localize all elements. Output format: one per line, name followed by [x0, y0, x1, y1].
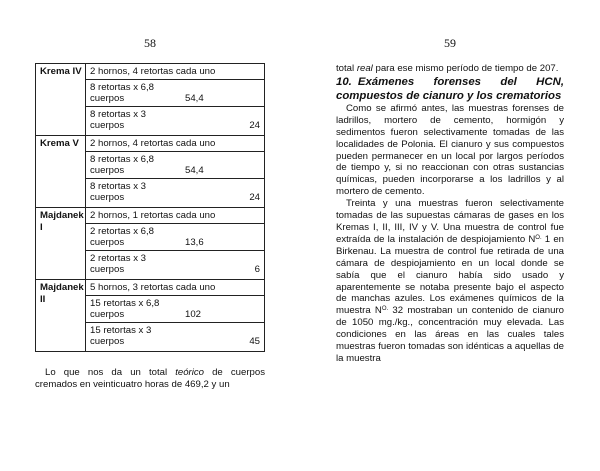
retorts-line: 2 retortas x 6,8: [90, 225, 154, 237]
bodies-label: cuerpos: [90, 120, 125, 132]
total-paragraph: Lo que nos da un total teórico de cuerpos cremados en veinticuatro horas de 469,2 y un: [35, 367, 265, 390]
bodies-label: cuerpos: [90, 192, 125, 204]
real-value: 24: [249, 120, 260, 132]
real-value: 6: [254, 264, 260, 276]
row-divider: [86, 250, 264, 251]
retorts-line: 8 retortas x 3: [90, 108, 146, 120]
row-body: [86, 136, 264, 207]
row-label: Krema IV: [36, 64, 86, 135]
row-body: [86, 208, 264, 279]
row-label: Majdanek II: [36, 280, 86, 351]
crematoria-table: [35, 63, 265, 352]
row-divider: [86, 178, 264, 179]
table-row: [36, 207, 264, 279]
paragraph-samples: Como se afirmó antes, las muestras forenses de ladrillos, mortero de cemento, hormigón y sedimentos fueron selectivamente tomadas de las localidades de Polonia. El cianuro y sus compuestos pueden permanecer en un local por largos períodos de tiempo y, si no reaccionan con otras sustancias químicas, pueden incorporarse a los ladrillos y al mortero de cemento.: [336, 102, 564, 198]
ovens-line: 5 hornos, 3 retortas cada uno: [90, 281, 216, 293]
section-heading: [336, 75, 564, 103]
ovens-line: 2 hornos, 4 retortas cada uno: [90, 66, 216, 77]
paragraph-control-sample: Treinta y una muestras fueron selectivamente tomadas de las supuestas cámaras de gases en los Kremas I, II, III, IV y V. Una muestra de control fue extraída de la instalación de despiojamiento $N^{O.}$ 1 en Birkenau. La muestra de control fue retirada de una cámara de despiojamiento en un local donde se sabía que el cianuro había sido usado y aparentemente se notaba presente bajo el aspecto de manchas azules. Los exámenes químicos de la muestra $N^{O.}$ 32 mostraban un contenido de cianuro de 1050 mg./kg., concentración muy elevada. Las condiciones en las áreas en las cuales tales muestras fueron tomadas son idénticas a aquellas de la muestra: [336, 198, 565, 364]
row-divider: [86, 322, 264, 323]
theoretical-value: 54,4: [185, 165, 204, 177]
row-body: [86, 64, 264, 135]
row-label: Krema V: [36, 136, 86, 207]
row-label: Majdanek I: [36, 208, 86, 279]
row-body: [86, 280, 264, 351]
right-body-text: [336, 63, 564, 365]
ovens-line: 2 hornos, 1 retortas cada uno: [90, 209, 216, 221]
bodies-label: cuerpos: [90, 93, 125, 105]
bodies-label: cuerpos: [90, 336, 125, 348]
intro-paragraph: total real para ese mismo período de tiempo de 207.: [336, 63, 559, 74]
table-row: [36, 279, 264, 351]
right-page: [300, 0, 600, 471]
row-divider: [86, 106, 264, 107]
bodies-label: cuerpos: [90, 165, 125, 177]
real-value: 45: [249, 336, 260, 348]
left-body-text: [35, 367, 265, 391]
bodies-label: cuerpos: [90, 309, 125, 321]
row-divider: [86, 223, 264, 224]
bodies-label: cuerpos: [90, 264, 125, 276]
retorts-line: 2 retortas x 3: [90, 252, 146, 264]
retorts-line: 8 retortas x 6,8: [90, 81, 154, 93]
page-number-left: 58: [144, 36, 156, 50]
section-number: 10.: [336, 75, 352, 88]
table-row: [36, 135, 264, 207]
row-divider: [86, 151, 264, 152]
ordinal-superscript: O.: [535, 234, 542, 241]
row-divider: [86, 295, 264, 296]
page-number-right: 59: [444, 36, 456, 50]
retorts-line: 8 retortas x 3: [90, 180, 146, 192]
table-row: [36, 64, 264, 135]
retorts-line: 15 retortas x 3: [90, 324, 152, 336]
real-value: 24: [249, 192, 260, 204]
section-title: Exámenes forenses del HCN, compuestos de cianuro y los crematorios: [336, 75, 564, 102]
retorts-line: 15 retortas x 6,8: [90, 297, 160, 309]
ordinal-superscript: O.: [381, 306, 389, 313]
theoretical-value: 54,4: [185, 93, 204, 105]
bodies-label: cuerpos: [90, 237, 125, 249]
row-divider: [86, 79, 264, 80]
theoretical-value: 102: [185, 309, 202, 321]
retorts-line: 8 retortas x 6,8: [90, 153, 154, 165]
theoretical-value: 13,6: [185, 237, 204, 249]
ovens-line: 2 hornos, 4 retortas cada uno: [90, 137, 216, 149]
